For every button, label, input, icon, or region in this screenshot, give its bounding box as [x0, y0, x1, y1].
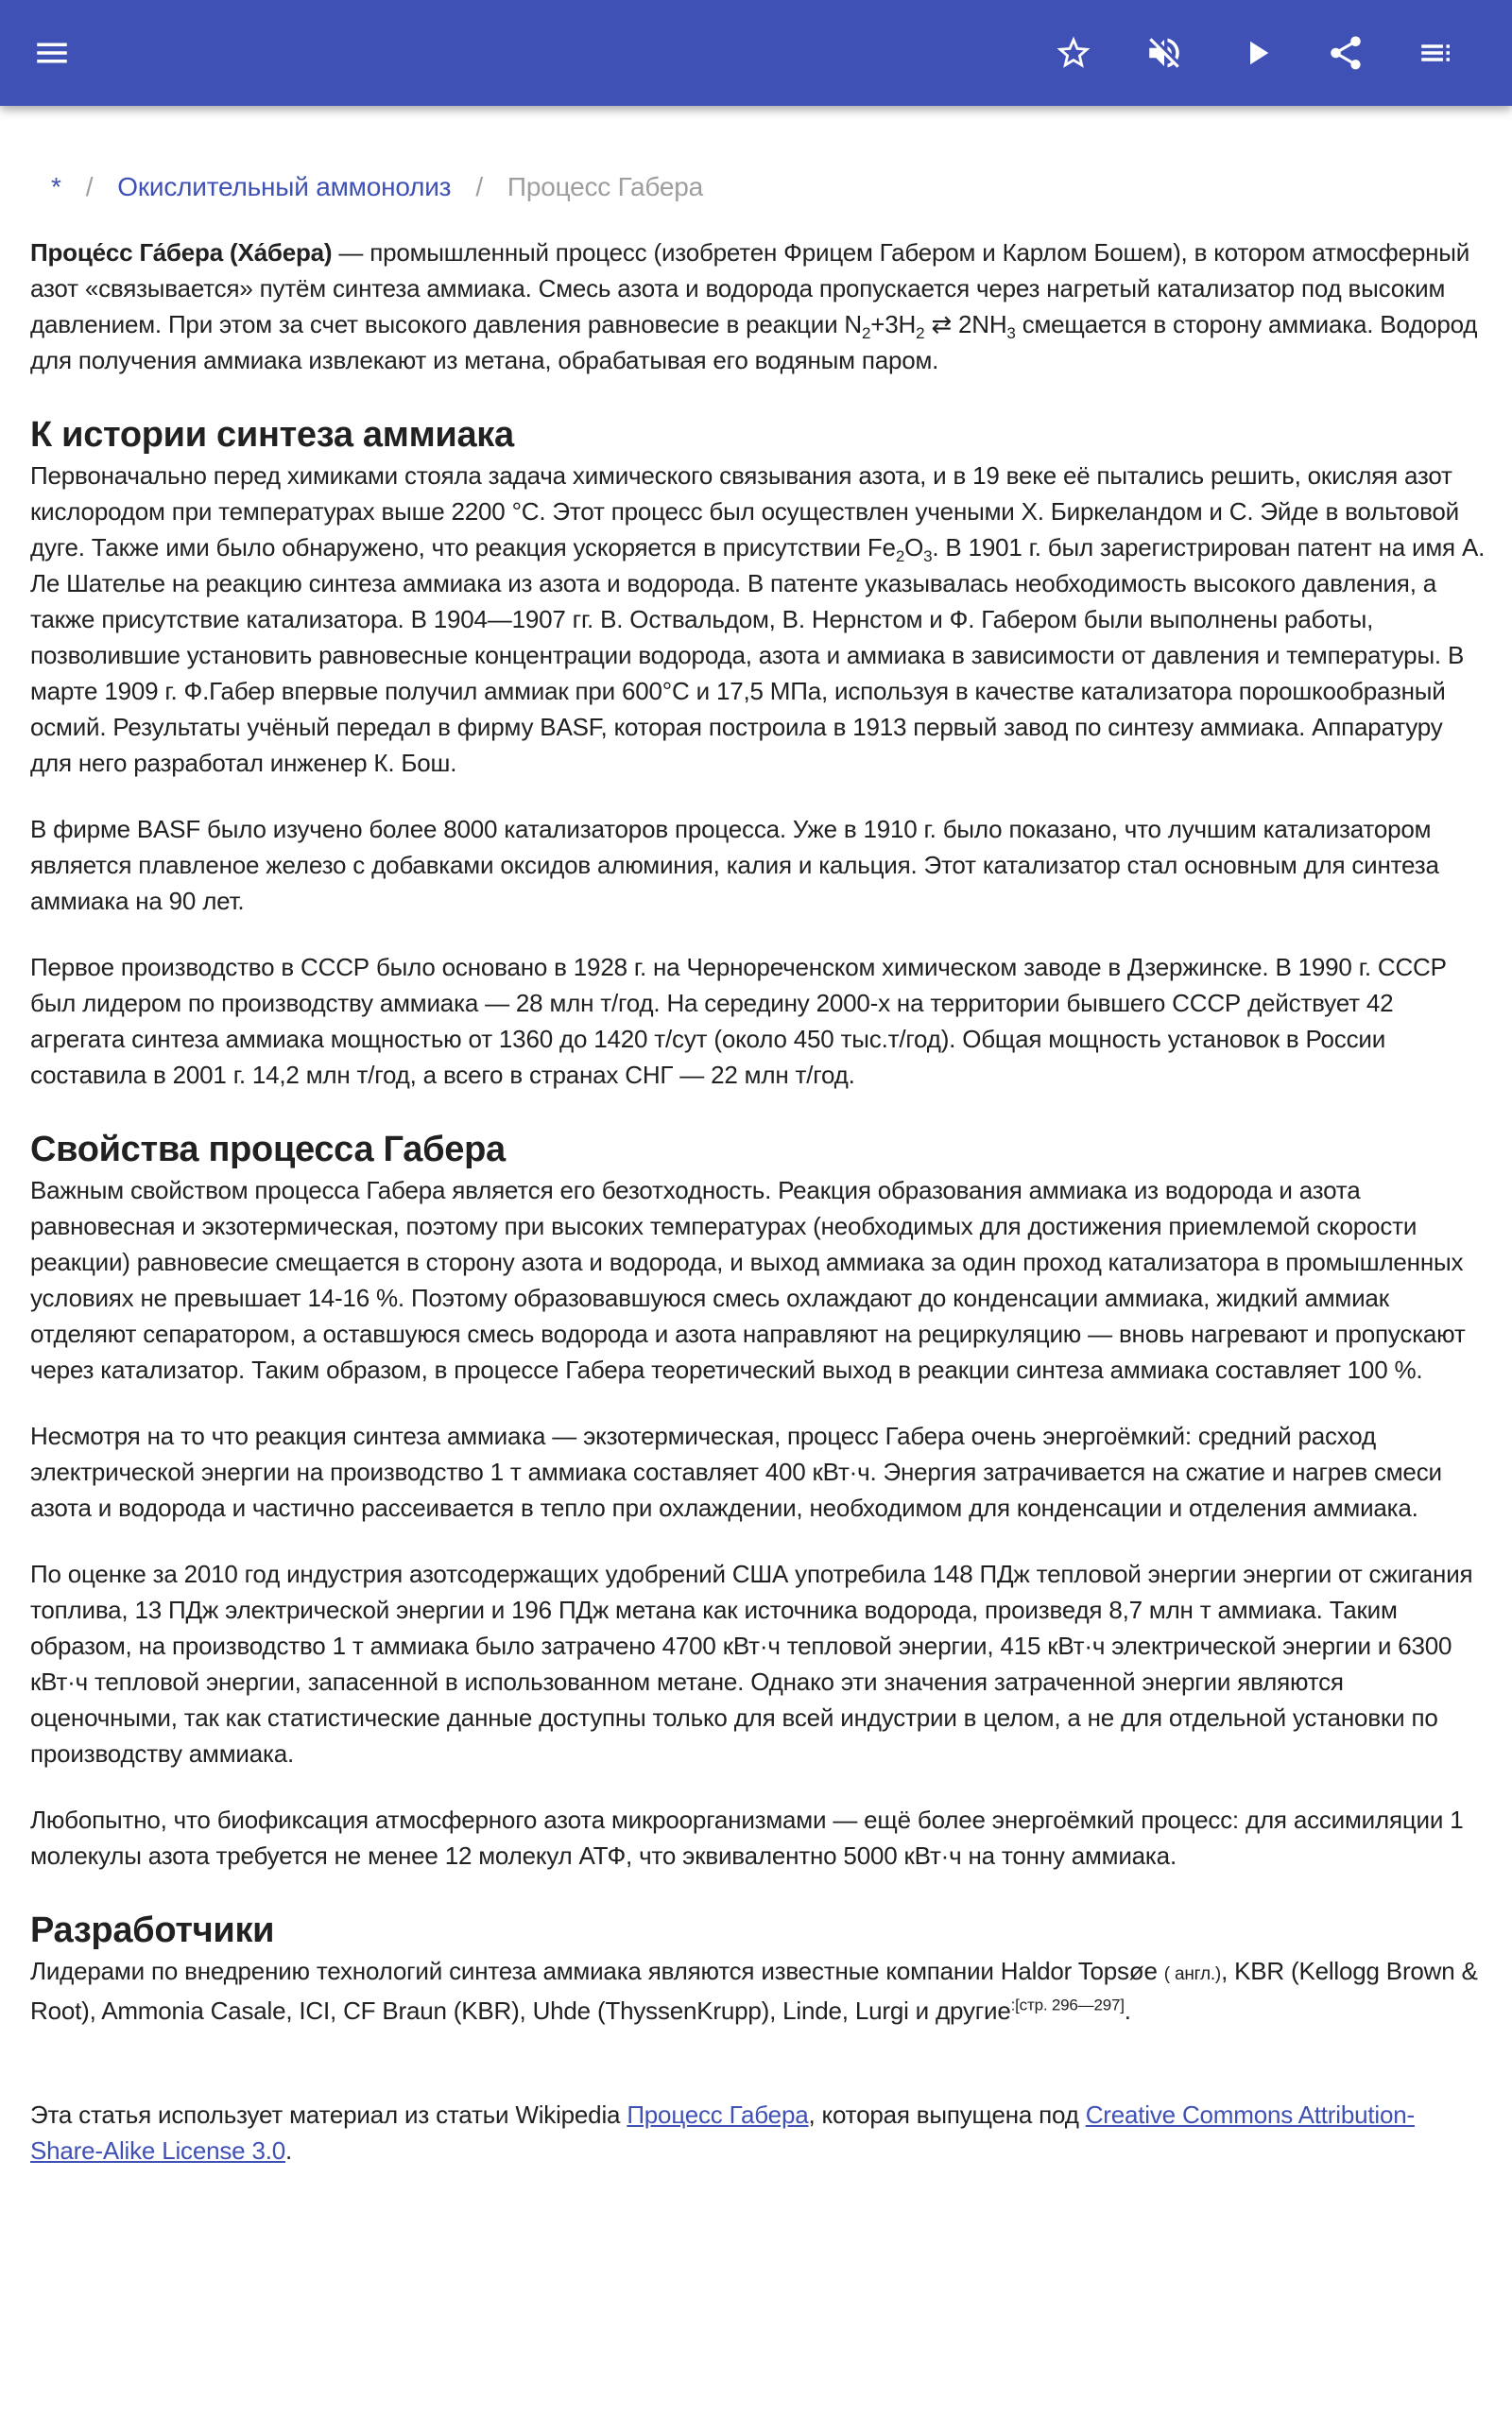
menu-button[interactable] [26, 26, 78, 79]
subscript: 2 [895, 547, 905, 566]
text: , KBR (Kellogg Brown & Root), Ammonia Casale, ICI, CF Braun (KBR), Uhde (ThyssenKrupp), Linde, Lurgi и другие [30, 1957, 1478, 2025]
citation[interactable]: :[стр. 296—297] [1010, 1996, 1125, 2014]
developers-paragraph [30, 1953, 1486, 2029]
text: . В 1901 г. был зарегистрирован патент на имя А. Ле Шателье на реакцию синтеза аммиака из азота и водорода. В патенте указывалась необходимость высокого давления, а также присутствие катализатора. В 1904—1907 гг. В. Оствальдом, В. Нернстом и Ф. Габером были выполнены работы, позволившие установить равновесные концентрации водорода, азота и аммиака в зависимости от давления и температуры. В марте 1909 г. Ф.Габер впервые получил аммиак при 600°C и 17,5 МПа, используя в качестве катализатора порошкообразный осмий. Результаты учёный передал в фирму BASF, которая построила в 1913 первый завод по синтезу аммиака. Аппаратуру для него разработал инженер К. Бош. [30, 533, 1486, 777]
section-heading-properties: Свойства процесса Габера [30, 1130, 506, 1169]
star-icon [1054, 33, 1093, 73]
history-paragraph-1 [30, 458, 1486, 781]
properties-paragraph-1: Важным свойством процесса Габера является его безотходность. Реакция образования аммиака из водорода и азота равновесная и экзотермическая, поэтому при высоких температурах (необходимых для достижения приемлемой скорости реакции) равновесие смещается в сторону азота и водорода, и выход аммиака за один проход катализатора в промышленных условиях не превышает 14-16 %. Поэтому образовавшуюся смесь охлаждают до конденсации аммиака, жидкий аммиак отделяют сепаратором, а оставшуюся смесь водорода и азота направляют на рециркуляцию — вновь нагревают и пропускают через катализатор. Таким образом, в процессе Габера теоретический выход в реакции синтеза аммиака составляет 100 %. [30, 1176, 1466, 1384]
text: Лидерами по внедрению технологий синтеза аммиака являются известные компании Haldor Topsøe [30, 1957, 1164, 1985]
language-note[interactable]: ( англ.) [1163, 1964, 1222, 1984]
text: ⇄ 2NH [924, 310, 1007, 338]
text: — промышленный процесс (изобретен Фрицем Габером и Карлом Бошем), в котором атмосферный азот «связывается» путём синтеза аммиака. Смесь азота и водорода пропускается через нагретый катализатор под высоким давлением. При этом за счет высокого давления равновесие в реакции N [30, 238, 1470, 338]
text: смещается в сторону аммиака. Водород для получения аммиака извлекают из метана, обрабатывая его водяным паром. [30, 310, 1478, 374]
history-paragraph-3: Первое производство в СССР было основано в 1928 г. на Чернореченском химическом заводе в Дзержинске. В 1990 г. СССР был лидером по производству аммиака — 28 млн т/год. На середину 2000-х на территории бывшего СССР действует 42 агрегата синтеза аммиака мощностью от 1360 до 1420 т/сут (около 450 тыс.т/год). Общая мощность установок в России составила в 2001 г. 14,2 млн т/год, а всего в странах СНГ — 22 млн т/год. [30, 953, 1447, 1089]
text: , которая выпущена под [808, 2100, 1086, 2129]
subscript: 2 [862, 324, 871, 343]
source-article-link[interactable]: Процесс Габера [627, 2100, 809, 2129]
text: Первоначально перед химиками стояла задача химического связывания азота, и в 19 веке её пытались решить, окисляя азот кислородом при температурах выше 2200 °C. Этот процесс был осуществлен учеными Х. Биркеландом и С. Эйде в вольтовой дуге. Также ими было обнаружено, что реакция ускоряется в присутствии Fe [30, 461, 1459, 562]
app-toolbar [0, 0, 1512, 106]
volume-off-icon [1144, 33, 1184, 73]
history-paragraph-2: В фирме BASF было изучено более 8000 катализаторов процесса. Уже в 1910 г. было показано, что лучшим катализатором является плавленое железо с добавками оксидов алюминия, калия и кальция. Этот катализатор стал основным для синтеза аммиака на 90 лет. [30, 815, 1439, 915]
subscript: 3 [923, 547, 933, 566]
properties-paragraph-3: По оценке за 2010 год индустрия азотсодержащих удобрений США употребила 148 ПДж тепловой энергии энергии от сжигания топлива, 13 ПДж электрической энергии и 196 ПДж метана как источника водорода, произведя 8,7 млн т аммиака. Таким образом, на производство 1 т аммиака было затрачено 4700 кВт·ч тепловой энергии, 415 кВт·ч электрической энергии и 6300 кВт·ч тепловой энергии, запасенной в использованном метане. Однако эти значения затраченной энергии являются оценочными, так как статистические данные доступны только для всей индустрии в целом, а не для отдельной установки по производству аммиака. [30, 1560, 1473, 1768]
play-button[interactable] [1230, 26, 1283, 79]
mute-button[interactable] [1138, 26, 1191, 79]
text: +3H [870, 310, 917, 338]
share-button[interactable] [1319, 26, 1372, 79]
breadcrumb [30, 168, 1486, 206]
text: . [1124, 1996, 1131, 2025]
properties-paragraph-2: Несмотря на то что реакция синтеза аммиака — экзотермическая, процесс Габера очень энергоёмкий: средний расход электрической энергии на производство 1 т аммиака составляет 400 кВт·ч. Энергия затрачивается на сжатие и нагрев смеси азота и водорода и частично рассеивается в тепло при охлаждении, необходимом для конденсации и отделения аммиака. [30, 1422, 1442, 1522]
play-icon [1237, 33, 1277, 73]
breadcrumb-current: Процесс Габера [507, 172, 704, 201]
breadcrumb-separator: / [475, 172, 483, 201]
share-icon [1326, 33, 1366, 73]
attribution-note [30, 2097, 1486, 2169]
text: Эта статья использует материал из статьи Wikipedia [30, 2100, 627, 2129]
intro-paragraph [30, 234, 1486, 378]
breadcrumb-home[interactable]: * [51, 172, 61, 201]
subscript: 2 [916, 324, 925, 343]
breadcrumb-separator: / [85, 172, 94, 201]
text: . [285, 2136, 293, 2165]
subscript: 3 [1006, 324, 1016, 343]
contents-button[interactable] [1410, 26, 1463, 79]
license-link[interactable]: Creative Commons Attribution-Share-Alike License 3.0 [30, 2100, 1415, 2165]
article [30, 106, 1486, 2199]
bookmark-button[interactable] [1047, 26, 1100, 79]
playlist-icon [1417, 33, 1456, 73]
section-heading-developers: Разработчики [30, 1910, 275, 1950]
intro-term: Проце́сс Га́бера (Ха́бера) [30, 238, 333, 267]
text: O [904, 533, 924, 562]
section-heading-history: К истории синтеза аммиака [30, 415, 514, 455]
breadcrumb-parent[interactable]: Окислительный аммонолиз [117, 172, 452, 201]
properties-paragraph-4: Любопытно, что биофиксация атмосферного азота микроорганизмами — ещё более энергоёмкий процесс: для ассимиляции 1 молекулы азота требуется не менее 12 молекул АТФ, что эквивалентно 5000 кВт·ч на тонну аммиака. [30, 1806, 1464, 1870]
menu-icon [32, 33, 72, 73]
